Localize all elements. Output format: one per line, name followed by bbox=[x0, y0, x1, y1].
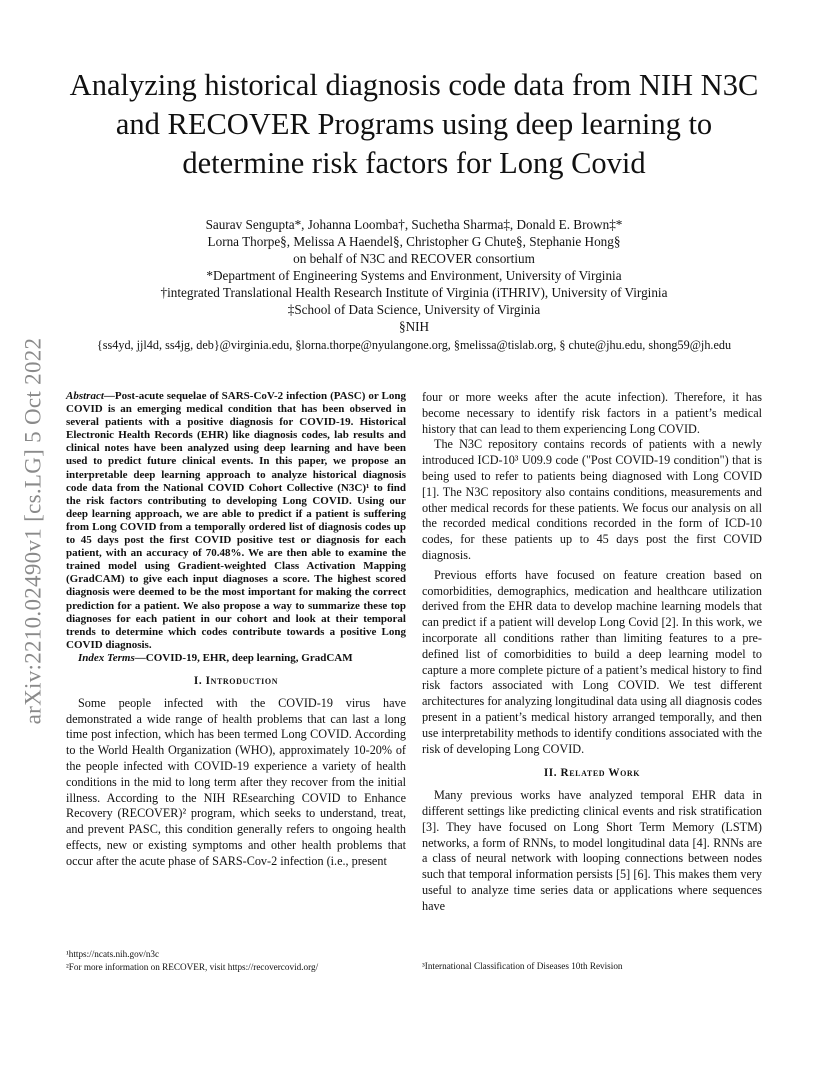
affiliation-2: †integrated Translational Health Research Institute of Virginia (iTHRIV), University of Virginia bbox=[160, 285, 668, 300]
related-paragraph-1: Many previous works have analyzed temporal EHR data in different settings like predicting clinical events and risk stratification [3]. They have focused on Long Short Term Memory (LSTM) networks, a form of RNNs, to model longitudinal data [4]. RNNs are a class of neural network with looping connections between nodes such that temporal information persists [5] [6]. This makes them very useful to analyze time series data or applications where sequences have bbox=[422, 788, 762, 913]
section-heading-related-work: II. Related Work bbox=[543, 767, 641, 780]
paper-title: Analyzing historical diagnosis code data from NIH N3C and RECOVER Programs using deep learning to determine risk factors for Long Covid bbox=[69, 68, 759, 180]
arxiv-id-text: arXiv:2210.02490v1 [cs.LG] 5 Oct 2022 bbox=[20, 337, 46, 725]
index-terms bbox=[66, 652, 406, 665]
abstract bbox=[66, 390, 406, 652]
affiliation-1: *Department of Engineering Systems and Environment, University of Virginia bbox=[206, 268, 622, 283]
author-block bbox=[60, 216, 768, 354]
right-column bbox=[422, 390, 762, 915]
section-heading-introduction: I. Introduction bbox=[193, 674, 279, 687]
footnote-1: ¹https://ncats.nih.gov/n3c bbox=[66, 949, 160, 959]
intro-paragraph-1: Some people infected with the COVID-19 virus have demonstrated a wide range of health problems that can last a long time post infection, which has been termed Long COVID. According to the World Health Organization (WHO), approximately 10-20% of the people infected with COVID-19 experience a variety of health conditions in the mid to long term after they recover from the initial illness. According to the NIH REsearching COVID to Enhance Recovery (RECOVER)² program, which seeks to understand, treat, and prevent PASC, this condition generally refers to ongoing health effects, new or existing symptoms and other health problems that occur after the acute phase of SARS-Cov-2 infection (i.e., present bbox=[66, 695, 406, 868]
author-line-2: Lorna Thorpe§, Melissa A Haendel§, Christopher G Chute§, Stephanie Hong§ bbox=[207, 234, 621, 249]
intro-paragraph-1-continued: four or more weeks after the acute infection). Therefore, it has become necessary to identify risk factors in a patient’s medical history that can lead to them experiencing Long COVID. bbox=[422, 390, 762, 436]
author-line-1: Saurav Sengupta*, Johanna Loomba†, Suchetha Sharma‡, Donald E. Brown‡* bbox=[205, 217, 623, 232]
arxiv-identifier bbox=[18, 296, 48, 766]
affiliation-4: §NIH bbox=[398, 319, 430, 334]
footnotes-left bbox=[66, 948, 406, 973]
footnotes-right bbox=[422, 960, 762, 973]
left-column bbox=[66, 390, 406, 870]
affiliation-3: ‡School of Data Science, University of Virginia bbox=[287, 302, 541, 317]
abstract-lead: Abstract bbox=[66, 390, 104, 402]
author-line-3: on behalf of N3C and RECOVER consortium bbox=[293, 251, 535, 266]
author-emails: {ss4yd, jjl4d, ss4jg, deb}@virginia.edu, §lorna.thorpe@nyulangone.org, §melissa@tislab.org, § chute@jhu.edu, shong59@jh.edu bbox=[96, 338, 732, 352]
footnote-3: ³International Classification of Diseases 10th Revision bbox=[422, 961, 623, 971]
footnote-2: ²For more information on RECOVER, visit https://recovercovid.org/ bbox=[66, 961, 319, 972]
intro-paragraph-2: The N3C repository contains records of patients with a newly introduced ICD-10³ U09.9 code ("Post COVID-19 condition") that is being used to refer to patients being diagnosed with Long COVID [1]. The N3C repository also contains conditions, measurements and other medical records for these patients. We focus our analysis on all the recorded medical conditions recorded in the form of ICD-10 codes, for these patients up to 45 days post the first COVID diagnosis. bbox=[422, 437, 762, 562]
abstract-text: —Post-acute sequelae of SARS-CoV-2 infection (PASC) or Long COVID is an emerging medical condition that has been observed in several patients with a positive diagnosis for COVID-19. Historical Electronic Health Records (EHR) like diagnosis codes, lab results and clinical notes have been analyzed using deep learning and have been used to predict future clinical events. In this paper, we propose an interpretable deep learning approach to analyze historical diagnosis code data from the National COVID Cohort Collective (N3C)¹ to find the risk factors contributing to developing Long COVID. Using our deep learning approach, we are able to predict if a patient is suffering from Long COVID from a temporally ordered list of diagnosis codes up to 45 days post the first COVID positive test or diagnosis for each patient, with an accuracy of 70.48%. We are then able to examine the trained model using Gradient-weighted Class Activation Mapping (GradCAM) to give each input diagnoses a score. The highest scored diagnosis were deemed to be the most important for making the correct prediction for a patient. We also propose a way to summarize these top diagnoses for each patient in our cohort and look at their temporal trends to determine which codes contribute towards a positive Long COVID diagnosis. bbox=[66, 390, 406, 651]
index-terms-lead: Index Terms bbox=[78, 651, 135, 664]
intro-paragraph-3: Previous efforts have focused on feature creation based on comorbidities, demographics, medication and healthcare utilization derived from the EHR data to develop machine learning models that can predict if a patient will develop Long Covid [2]. In this work, we incorporate all conditions rather than limiting features to a pre-defined list of comorbidities to build a deep learning model to capture a more complete picture of a patient’s medical history to find risk factors associated with Long COVID. We test different architectures for analyzing longitudinal data using all diagnosis codes present in a patient’s medical history arranged temporally, and then use interpretability methods to identify conditions associated with the risk of developing Long COVID. bbox=[422, 567, 762, 756]
index-terms-text: —COVID-19, EHR, deep learning, GradCAM bbox=[134, 651, 353, 664]
